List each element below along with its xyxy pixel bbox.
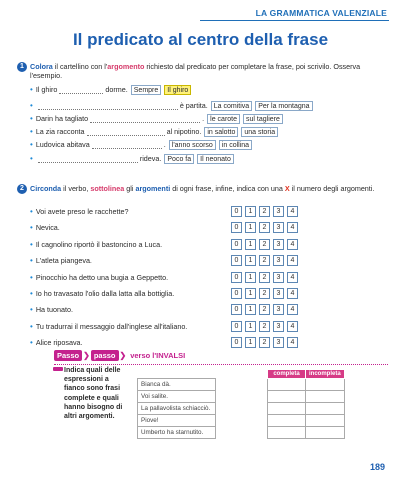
exercise-2-row <box>30 239 162 251</box>
complete-checkbox-cell[interactable] <box>268 415 306 427</box>
incomplete-checkbox-cell[interactable] <box>306 403 345 415</box>
bullet-icon: • <box>30 207 33 216</box>
argument-tag[interactable]: una storia <box>241 127 278 137</box>
exercise-1-row <box>30 100 313 112</box>
bullet-icon: • <box>30 338 33 347</box>
count-option-box[interactable]: 1 <box>245 255 256 266</box>
incomplete-checkbox-cell[interactable] <box>306 427 345 439</box>
count-option-box[interactable]: 3 <box>273 206 284 217</box>
expression-cell: La pallavolista schiacciò. <box>138 403 216 415</box>
count-option-box[interactable]: 2 <box>259 288 270 299</box>
expression-cell: Bianca dà. <box>138 379 216 391</box>
exercise-2-row <box>30 321 187 333</box>
count-option-box[interactable]: 3 <box>273 288 284 299</box>
header-divider <box>200 20 389 21</box>
sentence-text: Voi avete preso le racchette? <box>35 207 129 216</box>
sentence-start: La zia racconta <box>35 127 85 136</box>
count-option-box[interactable]: 1 <box>245 272 256 283</box>
incomplete-checkbox-cell[interactable] <box>306 391 345 403</box>
argument-tag[interactable]: in salotto <box>204 127 238 137</box>
count-option-box[interactable]: 0 <box>231 222 242 233</box>
argument-count-options <box>231 321 298 332</box>
count-option-box[interactable]: 3 <box>273 337 284 348</box>
bullet-icon: • <box>30 127 33 136</box>
argument-count-options <box>231 255 298 266</box>
bullet-icon: • <box>30 256 33 265</box>
argument-tag[interactable]: Sempre <box>131 85 162 95</box>
count-option-box[interactable]: 0 <box>231 321 242 332</box>
incomplete-checkbox-cell[interactable] <box>306 379 345 391</box>
count-option-box[interactable]: 0 <box>231 304 242 315</box>
sentence-end: . <box>202 114 205 123</box>
argument-tag[interactable]: Il ghiro <box>164 85 191 95</box>
sentence-end: è partita. <box>179 101 208 110</box>
section-header: LA GRAMMATICA VALENZIALE <box>255 8 387 18</box>
count-option-box[interactable]: 2 <box>259 321 270 332</box>
count-option-box[interactable]: 2 <box>259 222 270 233</box>
argument-count-options <box>231 206 298 217</box>
answer-blank[interactable] <box>59 86 103 94</box>
incomplete-checkbox-cell[interactable] <box>306 415 345 427</box>
count-option-box[interactable]: 4 <box>287 321 298 332</box>
sentence-text: Ha tuonato. <box>35 305 73 314</box>
exercise-2-row <box>30 304 73 316</box>
argument-tag[interactable]: Poco fa <box>164 154 194 164</box>
col-complete: completa <box>268 370 306 379</box>
exercise-1-row <box>30 126 278 138</box>
count-option-box[interactable]: 0 <box>231 206 242 217</box>
sentence-start: Darin ha tagliato <box>35 114 89 123</box>
bullet-icon: • <box>30 223 33 232</box>
count-option-box[interactable]: 3 <box>273 222 284 233</box>
argument-tag[interactable]: le carote <box>207 114 240 124</box>
exercise-1-row <box>30 84 191 96</box>
argument-tag[interactable]: La comitiva <box>211 101 252 111</box>
bullet-icon: • <box>30 305 33 314</box>
count-option-box[interactable]: 1 <box>245 321 256 332</box>
sentence-text: Nevica. <box>35 223 60 232</box>
answer-blank[interactable] <box>38 102 178 110</box>
table-row <box>138 403 345 415</box>
count-option-box[interactable]: 2 <box>259 337 270 348</box>
count-option-box[interactable]: 1 <box>245 288 256 299</box>
bullet-icon: • <box>30 85 33 94</box>
sentence-text: Pinocchio ha detto una bugia a Geppetto. <box>35 273 169 282</box>
sentence-text: Il cagnolino riportò il bastoncino a Luca. <box>35 240 163 249</box>
expression-cell: Umberto ha starnutito. <box>138 427 216 439</box>
argument-tag[interactable]: l'anno scorso <box>169 140 216 150</box>
col-incomplete: incompleta <box>306 370 345 379</box>
count-option-box[interactable]: 2 <box>259 272 270 283</box>
argument-tag[interactable]: Per la montagna <box>255 101 312 111</box>
sentence-end: al nipotino. <box>166 127 202 136</box>
bullet-icon: • <box>30 154 33 163</box>
answer-blank[interactable] <box>87 128 165 136</box>
count-option-box[interactable]: 1 <box>245 222 256 233</box>
count-option-box[interactable]: 1 <box>245 337 256 348</box>
complete-checkbox-cell[interactable] <box>268 391 306 403</box>
sentence-end: rideva. <box>139 154 162 163</box>
spacer-cell <box>216 403 268 415</box>
complete-checkbox-cell[interactable] <box>268 379 306 391</box>
sentence-start: Ludovica abitava <box>35 140 90 149</box>
count-option-box[interactable]: 4 <box>287 272 298 283</box>
count-option-box[interactable]: 1 <box>245 206 256 217</box>
count-option-box[interactable]: 2 <box>259 255 270 266</box>
bullet-icon: • <box>30 101 33 110</box>
count-option-box[interactable]: 3 <box>273 255 284 266</box>
bullet-icon: • <box>30 322 33 331</box>
count-option-box[interactable]: 4 <box>287 239 298 250</box>
argument-tag[interactable]: sul tagliere <box>243 114 283 124</box>
table-row <box>138 415 345 427</box>
count-option-box[interactable]: 4 <box>287 255 298 266</box>
answer-blank[interactable] <box>90 115 200 123</box>
count-option-box[interactable]: 4 <box>287 288 298 299</box>
bullet-icon: • <box>30 114 33 123</box>
exercise-1-row <box>30 153 234 165</box>
bullet-icon: • <box>30 289 33 298</box>
table-row <box>138 427 345 439</box>
count-option-box[interactable]: 3 <box>273 272 284 283</box>
count-option-box[interactable]: 0 <box>231 288 242 299</box>
count-option-box[interactable]: 0 <box>231 239 242 250</box>
count-option-box[interactable]: 2 <box>259 304 270 315</box>
argument-count-options <box>231 337 298 348</box>
exercise-2-row <box>30 255 92 267</box>
expression-cell: Piove! <box>138 415 216 427</box>
count-option-box[interactable]: 2 <box>259 239 270 250</box>
exercise-2-row <box>30 206 129 218</box>
sentence-text: L'atleta piangeva. <box>35 256 92 265</box>
count-option-box[interactable]: 2 <box>259 206 270 217</box>
invalsi-badge: Passo ❯ passo ❯ verso l'INVALSI <box>54 350 185 361</box>
sentence-text: Alice riposava. <box>35 338 83 347</box>
argument-count-options <box>231 288 298 299</box>
exercise-2-instruction: Circonda il verbo, sottolinea gli argomenti di ogni frase, infine, indica con una X il numero degli argomenti. <box>30 184 375 193</box>
exercise-2-number: 2 <box>17 184 27 194</box>
table-row <box>138 379 345 391</box>
complete-checkbox-cell[interactable] <box>268 403 306 415</box>
spacer-cell <box>216 391 268 403</box>
count-option-box[interactable]: 1 <box>245 304 256 315</box>
bullet-icon: • <box>30 140 33 149</box>
pencil-icon <box>53 367 63 371</box>
count-option-box[interactable]: 3 <box>273 321 284 332</box>
exercise-2-row <box>30 222 60 234</box>
count-option-box[interactable]: 1 <box>245 239 256 250</box>
exercise-2-row <box>30 288 174 300</box>
exercise-1-row <box>30 139 252 151</box>
exercise-2-row <box>30 337 83 349</box>
invalsi-instruction: Indica quali delle espressioni a fianco sono frasi complete e quali hanno bisogno di altri argomenti. <box>64 367 123 421</box>
spacer-cell <box>216 427 268 439</box>
answer-blank[interactable] <box>38 155 138 163</box>
exercise-1-instruction: Colora il cartellino con l'argomento richiesto dal predicato per completare la frase, poi scrivilo. Osserva l'esempio. <box>30 62 361 80</box>
invalsi-table <box>137 369 345 439</box>
count-option-box[interactable]: 0 <box>231 272 242 283</box>
argument-count-options <box>231 304 298 315</box>
argument-count-options <box>231 272 298 283</box>
count-option-box[interactable]: 0 <box>231 337 242 348</box>
table-row <box>138 391 345 403</box>
count-option-box[interactable]: 3 <box>273 304 284 315</box>
sentence-end: . <box>163 140 166 149</box>
argument-count-options <box>231 239 298 250</box>
argument-tag[interactable]: in collina <box>219 140 252 150</box>
exercise-2-row <box>30 272 168 284</box>
bullet-icon: • <box>30 240 33 249</box>
count-option-box[interactable]: 0 <box>231 255 242 266</box>
argument-tag[interactable]: Il neonato <box>197 154 234 164</box>
count-option-box[interactable]: 4 <box>287 337 298 348</box>
count-option-box[interactable]: 4 <box>287 222 298 233</box>
sentence-end: dorme. <box>105 85 128 94</box>
page-number: 189 <box>369 462 385 472</box>
spacer-cell <box>216 415 268 427</box>
page-title: Il predicato al centro della frase <box>72 30 329 49</box>
arrow-icon: ❯ <box>119 351 127 360</box>
sentence-text: Tu tradurrai il messaggio dall'inglese all'italiano. <box>35 322 188 331</box>
exercise-1-number: 1 <box>17 62 27 72</box>
bullet-icon: • <box>30 273 33 282</box>
sentence-start: Il ghiro <box>35 85 58 94</box>
spacer-cell <box>216 379 268 391</box>
exercise-1-row <box>30 113 283 125</box>
expression-cell: Voi salite. <box>138 391 216 403</box>
count-option-box[interactable]: 4 <box>287 206 298 217</box>
count-option-box[interactable]: 3 <box>273 239 284 250</box>
complete-checkbox-cell[interactable] <box>268 427 306 439</box>
sentence-text: Io ho travasato l'olio dalla latta alla bottiglia. <box>35 289 175 298</box>
answer-blank[interactable] <box>92 141 162 149</box>
arrow-icon: ❯ <box>83 351 90 360</box>
argument-count-options <box>231 222 298 233</box>
count-option-box[interactable]: 4 <box>287 304 298 315</box>
